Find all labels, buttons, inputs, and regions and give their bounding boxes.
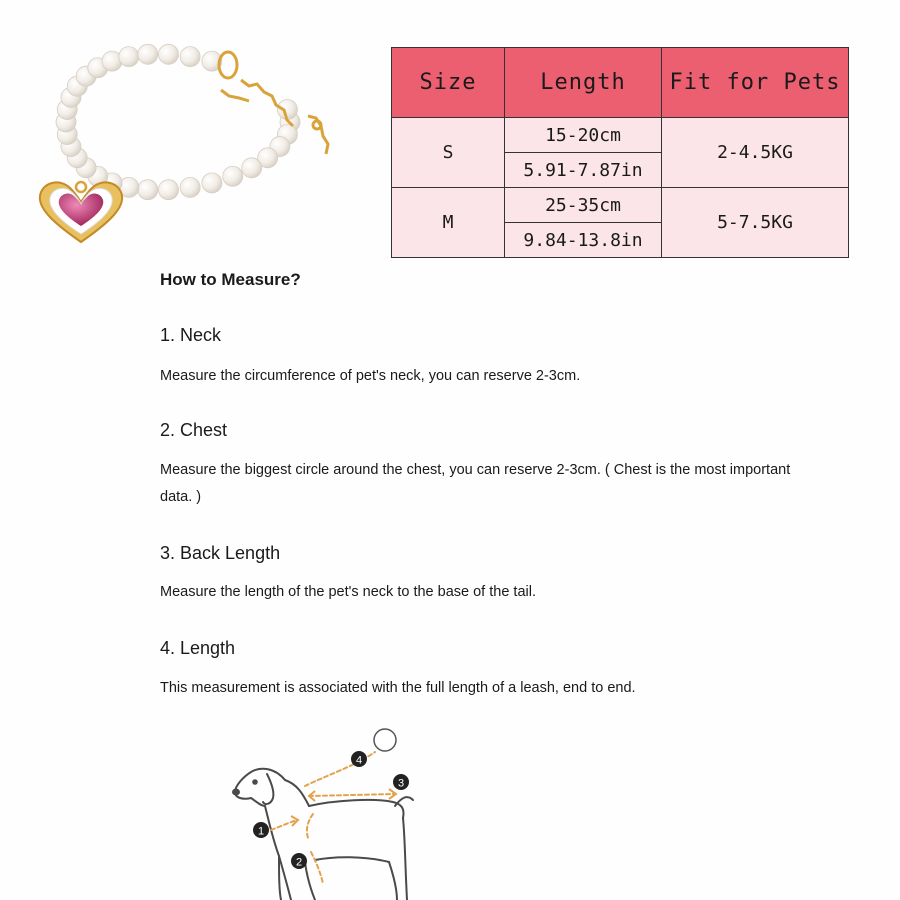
pearl [138, 44, 158, 64]
marker-3 [393, 774, 409, 790]
length-in-cell: 9.84-13.8in [505, 223, 662, 258]
step-length-desc: This measurement is associated with the full length of a leash, end to end. [160, 680, 636, 696]
svg-text:2: 2 [295, 856, 303, 869]
length-header: Length [505, 48, 662, 118]
measurement-arrows [271, 752, 395, 884]
size-cell: M [392, 188, 505, 258]
pearl [159, 44, 179, 64]
length-cm-cell: 15-20cm [505, 118, 662, 153]
pearl [180, 177, 200, 197]
length-in-cell: 5.91-7.87in [505, 153, 662, 188]
pearl [180, 47, 200, 67]
table-row [392, 188, 849, 223]
size-table [391, 47, 849, 258]
heart-pendant [40, 182, 122, 242]
fit-cell: 2-4.5KG [662, 118, 849, 188]
step-neck-title: 1. Neck [160, 325, 222, 345]
size-header: Size [392, 48, 505, 118]
pearl [159, 180, 179, 200]
step-back-length-title: 3. Back Length [160, 543, 281, 563]
leash-ring-icon [374, 729, 396, 751]
svg-text:1: 1 [257, 825, 265, 838]
guide-title: How to Measure? [160, 270, 301, 289]
size-table-header-row [392, 48, 849, 118]
pearl [138, 180, 158, 200]
step-chest-desc: Measure the biggest circle around the chest, you can reserve 2-3cm. ( Chest is the most important data. ) [160, 462, 791, 505]
step-chest-title: 2. Chest [160, 420, 228, 440]
length-cm-cell: 25-35cm [505, 188, 662, 223]
step-back-length-desc: Measure the length of the pet's neck to the base of the tail. [160, 584, 536, 600]
svg-text:3: 3 [397, 777, 405, 790]
pearl [119, 47, 139, 67]
pearl [202, 173, 222, 193]
fit-cell: 5-7.5KG [662, 188, 849, 258]
svg-text:4: 4 [355, 754, 363, 767]
pearl [223, 166, 243, 186]
fit-header: Fit for Pets [662, 48, 849, 118]
marker-2 [291, 853, 307, 869]
step-length-title: 4. Length [160, 638, 236, 658]
size-cell: S [392, 118, 505, 188]
dog-measurement-diagram [225, 722, 445, 900]
pearl-strand [56, 44, 300, 199]
step-neck-desc: Measure the circumference of pet's neck, you can reserve 2-3cm. [160, 368, 581, 384]
table-row [392, 118, 849, 153]
marker-4 [351, 751, 367, 767]
pearl-bracelet-image [18, 30, 348, 270]
pearl [242, 158, 262, 178]
marker-1 [253, 822, 269, 838]
